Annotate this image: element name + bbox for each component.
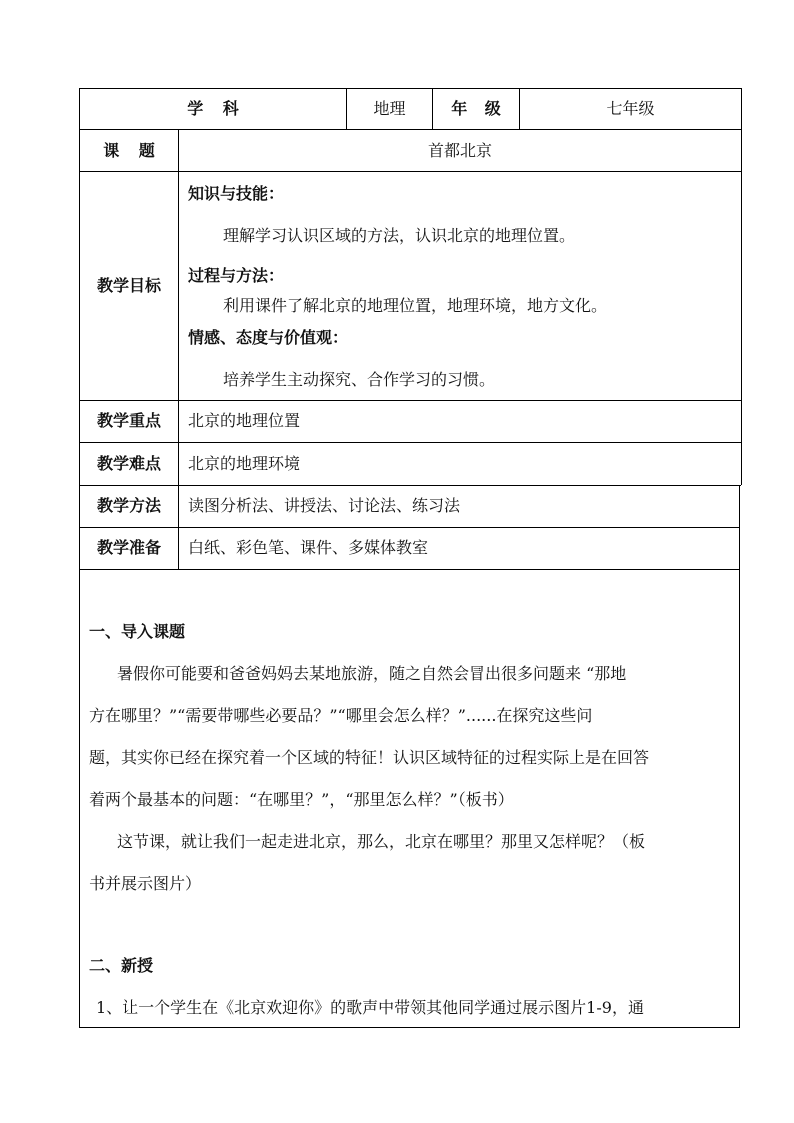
section2-line: 1、让一个学生在《北京欢迎你》的歌声中带领其他同学通过展示图片1-9，通 — [96, 998, 644, 1017]
difficulty-label: 教学难点 — [96, 454, 161, 473]
table-border-top — [79, 88, 741, 89]
method-value: 读图分析法、讲授法、讨论法、练习法 — [188, 496, 461, 515]
grade-value: 七年级 — [606, 99, 655, 118]
column-divider-label — [178, 129, 179, 569]
table-border-right-lower — [739, 485, 740, 1028]
preparation-value: 白纸、彩色笔、课件、多媒体教室 — [188, 538, 429, 557]
keypoint-label: 教学重点 — [96, 411, 161, 430]
grade-label: 年 级 — [451, 99, 501, 118]
attitude-heading: 情感、态度与价值观： — [188, 328, 349, 347]
process-heading: 过程与方法： — [188, 266, 285, 285]
attitude-text: 培养学生主动探究、合作学习的习惯。 — [223, 370, 496, 389]
subject-label: 学 科 — [187, 99, 239, 118]
knowledge-heading: 知识与技能： — [188, 184, 285, 203]
section1-heading: 一、导入课题 — [89, 622, 186, 641]
difficulty-value: 北京的地理环境 — [188, 454, 301, 473]
section1-line: 方在哪里？”“需要带哪些必要品？”“哪里会怎么样？”......在探究这些问 — [89, 706, 593, 725]
table-border-right-upper — [741, 88, 742, 485]
table-border-bottom — [79, 1027, 739, 1028]
section1-line: 暑假你可能要和爸爸妈妈去某地旅游，随之自然会冒出很多问题来 “那地 — [117, 664, 627, 683]
topic-value: 首都北京 — [427, 141, 492, 160]
knowledge-text: 理解学习认识区域的方法，认识北京的地理位置。 — [223, 226, 576, 245]
section2-heading: 二、新授 — [89, 956, 154, 975]
preparation-label: 教学准备 — [96, 538, 161, 557]
section1-line: 这节课，就让我们一起走进北京，那么，北京在哪里？那里又怎样呢？（板 — [117, 832, 646, 851]
topic-label: 课 题 — [103, 141, 155, 160]
keypoint-value: 北京的地理位置 — [188, 411, 301, 430]
row-divider-preparation — [79, 569, 739, 570]
section1-line: 书并展示图片） — [89, 874, 202, 893]
method-label: 教学方法 — [96, 496, 161, 515]
subject-value: 地理 — [373, 99, 406, 118]
section1-line: 题，其实你已经在探究着一个区域的特征！认识区域特征的过程实际上是在回答 — [89, 748, 650, 767]
section1-line: 着两个最基本的问题：“在哪里？”，“那里怎么样？”（板书） — [89, 790, 514, 809]
table-border-left — [79, 88, 80, 1028]
objectives-label: 教学目标 — [96, 276, 161, 295]
process-text: 利用课件了解北京的地理位置，地理环境，地方文化。 — [223, 296, 608, 315]
